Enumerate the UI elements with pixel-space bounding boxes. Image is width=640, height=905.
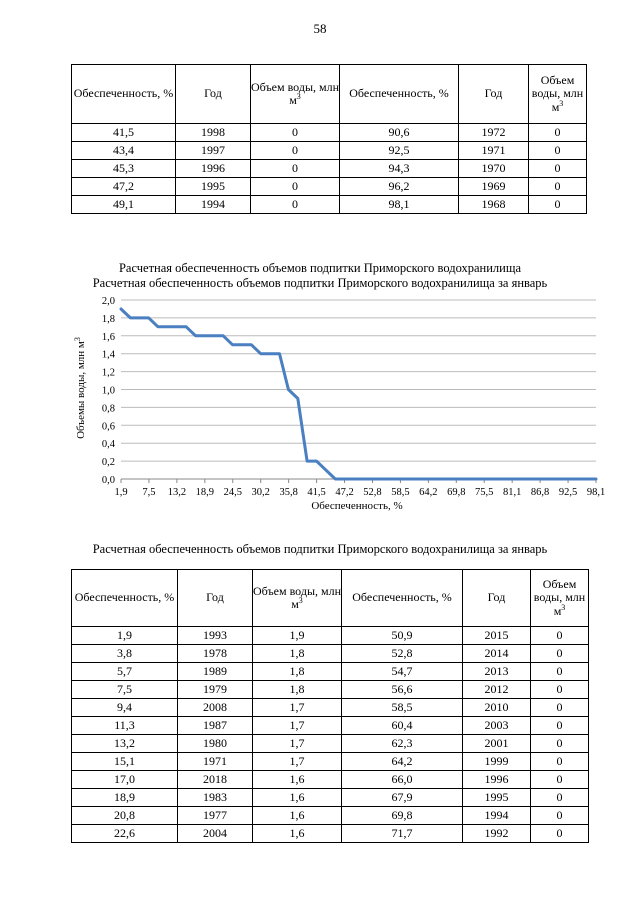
table-row (72, 124, 587, 142)
table-cell: 2012 (463, 681, 531, 699)
table-cell: 20,8 (72, 807, 178, 825)
table-cell: 60,4 (342, 717, 463, 735)
table-cell: 1994 (463, 807, 531, 825)
header-water-volume: Объем воды, млн $м^3$ (529, 65, 587, 124)
table-cell: 0 (531, 699, 589, 717)
table-cell: 0 (529, 124, 587, 142)
table-cell: 98,1 (340, 196, 459, 214)
table-cell: 15,1 (72, 753, 178, 771)
page-number: 58 (313, 21, 327, 36)
table-cell: 7,5 (72, 681, 178, 699)
table-cell: 67,9 (342, 789, 463, 807)
table-cell: 1968 (459, 196, 529, 214)
y-tick-label: 1,4 (101, 349, 115, 361)
table-cell: 1979 (178, 681, 253, 699)
y-axis-ticks (102, 296, 116, 486)
table-cell: 0 (529, 142, 587, 160)
y-tick-label: 1,2 (101, 367, 115, 379)
table-cell: 1,9 (72, 627, 178, 645)
table-cell: 47,2 (72, 178, 176, 196)
x-tick-label: 75,5 (475, 487, 494, 498)
y-tick-label: 0,6 (101, 421, 115, 433)
table-row (72, 663, 589, 681)
table-body (72, 124, 587, 214)
table-cell: 69,8 (342, 807, 463, 825)
table-cell: 96,2 (340, 178, 459, 196)
table-cell: 9,4 (72, 699, 178, 717)
header-year: Год (463, 570, 531, 627)
table-cell: 0 (531, 663, 589, 681)
table-cell: 0 (531, 735, 589, 753)
y-tick-label: 0,2 (101, 457, 115, 469)
x-tick-label: 52,8 (363, 487, 382, 498)
y-tick-label: 0,4 (101, 439, 115, 451)
table-cell: 90,6 (340, 124, 459, 142)
table-cell: 1,7 (253, 717, 342, 735)
x-axis-label: Обеспеченность, % (311, 500, 403, 512)
table-cell: 0 (251, 124, 340, 142)
chart-grid (121, 300, 596, 479)
table-cell: 2008 (178, 699, 253, 717)
table-row (72, 735, 589, 753)
header-year: Год (176, 65, 251, 124)
table-cell: 0 (251, 160, 340, 178)
table-cell: 1,7 (253, 735, 342, 753)
table-caption: Расчетная обеспеченность объемов подпитки Приморского водохранилища за январь (92, 542, 548, 556)
table-cell: 41,5 (72, 124, 176, 142)
x-tick-label: 41,5 (307, 487, 326, 498)
table-cell: 1993 (178, 627, 253, 645)
table-cell: 1,6 (253, 789, 342, 807)
table-cell: 2003 (463, 717, 531, 735)
table-cell: 3,8 (72, 645, 178, 663)
table-cell: 2004 (178, 825, 253, 843)
x-tick-label: 92,5 (558, 487, 578, 498)
table-row (72, 753, 589, 771)
table-cell: 0 (529, 160, 587, 178)
table-cell: 1999 (463, 753, 531, 771)
table-row (72, 717, 589, 735)
table-cell: 1977 (178, 807, 253, 825)
table-cell: 2015 (463, 627, 531, 645)
x-tick-label: 81,1 (502, 487, 522, 498)
table-cell: 45,3 (72, 160, 176, 178)
table-cell: 0 (529, 178, 587, 196)
table-header-row (72, 65, 587, 124)
availability-table (71, 569, 589, 843)
header-water-volume: Объем воды, млн $м^3$ (253, 570, 342, 627)
table-cell: 0 (251, 142, 340, 160)
table-row (72, 807, 589, 825)
table-cell: 1996 (176, 160, 251, 178)
table-cell: 0 (531, 645, 589, 663)
table-cell: 1992 (463, 825, 531, 843)
table-cell: 2018 (178, 771, 253, 789)
table-row (72, 160, 587, 178)
table-cell: 0 (529, 196, 587, 214)
y-tick-label: 2,0 (101, 296, 115, 307)
table-row (72, 645, 589, 663)
table-cell: 1978 (178, 645, 253, 663)
chart-title: Расчетная обеспеченность объемов подпитки Приморского водохранилища (118, 261, 522, 275)
table-cell: 1997 (176, 142, 251, 160)
table-cell: 1971 (178, 753, 253, 771)
header-water-volume: Объем воды, млн $м^3$ (531, 570, 589, 627)
header-availability: Обеспеченность, % (340, 65, 459, 124)
x-axis-ticks (114, 479, 605, 498)
series-line-group (121, 309, 596, 479)
x-tick-label: 18,9 (195, 487, 215, 498)
table-cell: 0 (531, 807, 589, 825)
table-cell: 62,3 (342, 735, 463, 753)
availability-table-continued (71, 64, 587, 214)
table-row (72, 681, 589, 699)
y-tick-label: 1,8 (101, 313, 115, 325)
header-water-volume: Объем воды, млн $м^3$ (251, 65, 340, 124)
table-cell: 49,1 (72, 196, 176, 214)
table-cell: 1996 (463, 771, 531, 789)
x-tick-label: 58,5 (391, 487, 410, 498)
table-cell: 1,6 (253, 825, 342, 843)
header-year: Год (459, 65, 529, 124)
table-cell: 54,7 (342, 663, 463, 681)
table-cell: 0 (531, 789, 589, 807)
table-cell: 2010 (463, 699, 531, 717)
table-cell: 1994 (176, 196, 251, 214)
header-availability: Обеспеченность, % (342, 570, 463, 627)
table-cell: 71,7 (342, 825, 463, 843)
table-cell: 0 (531, 825, 589, 843)
header-availability: Обеспеченность, % (72, 65, 176, 124)
table-cell: 2013 (463, 663, 531, 681)
availability-line-chart (70, 292, 610, 517)
header-year: Год (178, 570, 253, 627)
x-tick-label: 7,5 (142, 487, 156, 498)
y-tick-label: 0,8 (101, 403, 115, 415)
table-cell: 1983 (178, 789, 253, 807)
x-tick-label: 1,9 (114, 487, 128, 498)
table-row (72, 178, 587, 196)
y-tick-label: 0,0 (101, 475, 115, 486)
x-tick-label: 64,2 (419, 487, 438, 498)
table-cell: 1969 (459, 178, 529, 196)
table-cell: 11,3 (72, 717, 178, 735)
table-cell: 0 (531, 627, 589, 645)
table-cell: 1987 (178, 717, 253, 735)
table-cell: 52,8 (342, 645, 463, 663)
table-cell: 66,0 (342, 771, 463, 789)
table-cell: 1970 (459, 160, 529, 178)
x-tick-label: 98,1 (586, 487, 606, 498)
table-cell: 1980 (178, 735, 253, 753)
table-cell: 50,9 (342, 627, 463, 645)
x-tick-label: 13,2 (167, 487, 187, 498)
table-row (72, 627, 589, 645)
series-line (121, 309, 596, 479)
header-availability: Обеспеченность, % (72, 570, 178, 627)
table-cell: 0 (251, 178, 340, 196)
table-cell: 94,3 (340, 160, 459, 178)
table-cell: 1971 (459, 142, 529, 160)
table-row (72, 789, 589, 807)
table-cell: 1,8 (253, 663, 342, 681)
table-cell: 1,6 (253, 807, 342, 825)
table-cell: 56,6 (342, 681, 463, 699)
table-cell: 1,9 (253, 627, 342, 645)
table-cell: 5,7 (72, 663, 178, 681)
table-cell: 1995 (463, 789, 531, 807)
table-header-row (72, 570, 589, 627)
y-tick-label: 1,6 (101, 331, 115, 343)
table-row (72, 699, 589, 717)
x-tick-label: 69,8 (447, 487, 466, 498)
table-row (72, 142, 587, 160)
table-cell: 0 (531, 717, 589, 735)
table-row (72, 196, 587, 214)
table-cell: 17,0 (72, 771, 178, 789)
y-tick-label: 1,0 (101, 385, 115, 397)
table-cell: 0 (531, 753, 589, 771)
table-body (72, 627, 589, 843)
table-cell: 1,8 (253, 645, 342, 663)
table-cell: 43,4 (72, 142, 176, 160)
table-cell: 0 (251, 196, 340, 214)
table-cell: 0 (531, 681, 589, 699)
table-cell: 22,6 (72, 825, 178, 843)
table-row (72, 825, 589, 843)
x-tick-label: 35,8 (279, 487, 298, 498)
table-cell: 1995 (176, 178, 251, 196)
table-cell: 1989 (178, 663, 253, 681)
table-cell: 1,7 (253, 699, 342, 717)
table-cell: 1,7 (253, 753, 342, 771)
chart-subtitle: Расчетная обеспеченность объемов подпитки Приморского водохранилища за январь (92, 276, 548, 290)
table-cell: 13,2 (72, 735, 178, 753)
y-axis-label: Объемы воды, млн $м^3$ (73, 337, 87, 439)
x-tick-label: 47,2 (335, 487, 354, 498)
table-cell: 1998 (176, 124, 251, 142)
table-cell: 92,5 (340, 142, 459, 160)
table-cell: 18,9 (72, 789, 178, 807)
x-tick-label: 86,8 (530, 487, 550, 498)
table-cell: 1972 (459, 124, 529, 142)
table-row (72, 771, 589, 789)
table-cell: 58,5 (342, 699, 463, 717)
table-cell: 64,2 (342, 753, 463, 771)
x-tick-label: 24,5 (223, 487, 242, 498)
x-tick-label: 30,2 (251, 487, 270, 498)
table-cell: 1,8 (253, 681, 342, 699)
table-cell: 2001 (463, 735, 531, 753)
table-cell: 1,6 (253, 771, 342, 789)
table-cell: 0 (531, 771, 589, 789)
table-cell: 2014 (463, 645, 531, 663)
